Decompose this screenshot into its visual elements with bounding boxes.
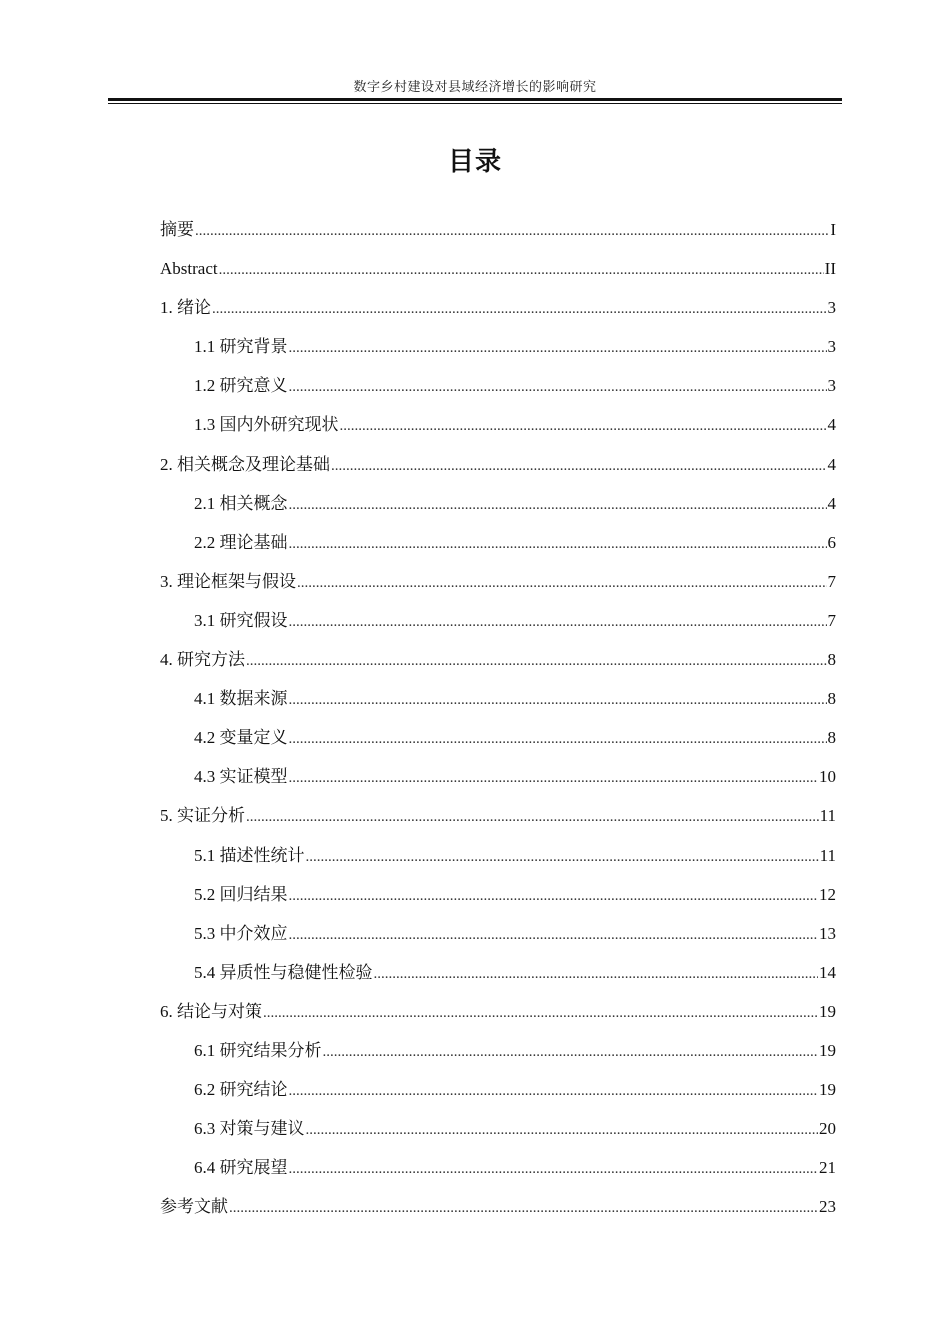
dot-leader (195, 213, 829, 249)
toc-entry[interactable] (160, 525, 836, 564)
toc-entry[interactable] (160, 447, 836, 486)
toc-entry-text: 4.2 变量定义 (194, 728, 288, 748)
toc-entry-text: 1.2 研究意义 (194, 376, 288, 396)
toc-entry[interactable] (160, 486, 836, 525)
toc-entry-text: Abstract (160, 259, 218, 279)
toc-entry-page: 14 (819, 962, 836, 982)
toc-entry-page: I (830, 220, 836, 239)
toc-entry-text: 2. 相关概念及理论基础 (160, 454, 330, 474)
dot-leader (229, 1190, 818, 1226)
dot-leader (374, 956, 819, 992)
dot-leader (246, 643, 827, 679)
dot-leader (289, 878, 819, 914)
toc-entry-page: 4 (827, 454, 836, 474)
toc-entry-page: 21 (819, 1158, 836, 1178)
toc-entry-text: 4. 研究方法 (160, 650, 245, 670)
dot-leader (289, 526, 827, 562)
toc-entry-text: 6. 结论与对策 (160, 1001, 262, 1021)
toc-entry-page: 8 (827, 650, 836, 670)
toc-entry-text: 2.1 相关概念 (194, 493, 288, 513)
toc-entry-page: 19 (819, 1080, 836, 1100)
toc-entry[interactable] (160, 564, 836, 603)
table-of-contents (160, 212, 836, 1228)
toc-entry-page: 3 (827, 298, 836, 318)
toc-entry-page: 7 (827, 571, 836, 591)
toc-entry[interactable] (160, 1111, 836, 1150)
toc-entry-text: 2.2 理论基础 (194, 532, 288, 552)
toc-entry-page: 11 (819, 806, 836, 826)
dot-leader (289, 917, 819, 953)
dot-leader (340, 408, 827, 444)
toc-entry[interactable] (160, 955, 836, 994)
dot-leader (289, 604, 827, 640)
header-double-rule (108, 98, 842, 104)
dot-leader (323, 1034, 819, 1070)
toc-entry-text: 6.4 研究展望 (194, 1158, 288, 1178)
toc-entry-text: 6.1 研究结果分析 (194, 1040, 322, 1060)
toc-entry[interactable] (160, 1189, 836, 1228)
toc-entry[interactable] (160, 329, 836, 368)
toc-entry-page: 7 (827, 610, 836, 630)
toc-entry-page: 19 (819, 1001, 836, 1021)
toc-entry-page: 4 (827, 415, 836, 435)
toc-entry-page: 6 (827, 532, 836, 552)
toc-entry-page: II (824, 259, 836, 279)
toc-entry-text: 4.3 实证模型 (194, 767, 288, 787)
toc-entry-text: 5. 实证分析 (160, 806, 245, 826)
toc-entry[interactable] (160, 368, 836, 407)
toc-entry[interactable] (160, 603, 836, 642)
toc-entry-text: 5.4 异质性与稳健性检验 (194, 962, 373, 982)
toc-entry-page: 8 (827, 728, 836, 748)
toc-entry-text: 6.2 研究结论 (194, 1080, 288, 1100)
header-rule-thick (108, 98, 842, 101)
toc-entry-text: 5.2 回归结果 (194, 884, 288, 904)
toc-entry[interactable] (160, 720, 836, 759)
toc-entry[interactable] (160, 642, 836, 681)
toc-title: 目录 (447, 147, 502, 177)
toc-entry-page: 4 (827, 493, 836, 513)
toc-entry[interactable] (160, 212, 836, 251)
toc-entry-page: 19 (819, 1040, 836, 1060)
toc-entry[interactable] (160, 994, 836, 1033)
toc-entry-text: 参考文献 (160, 1197, 228, 1217)
toc-entry-text: 5.3 中介效应 (194, 923, 288, 943)
dot-leader (219, 252, 824, 288)
toc-entry-text: 1. 绪论 (160, 298, 211, 318)
toc-entry[interactable] (160, 1072, 836, 1111)
toc-entry[interactable] (160, 838, 836, 877)
toc-entry[interactable] (160, 681, 836, 720)
toc-entry-page: 8 (827, 689, 836, 709)
dot-leader (289, 721, 827, 757)
toc-entry-page: 12 (819, 884, 836, 904)
toc-entry-page: 23 (819, 1197, 836, 1217)
toc-entry-text: 1.1 研究背景 (194, 337, 288, 357)
dot-leader (306, 1112, 819, 1148)
toc-entry-page: 20 (819, 1119, 836, 1139)
toc-entry-text: 1.3 国内外研究现状 (194, 415, 339, 435)
dot-leader (246, 799, 819, 835)
running-header: 数字乡村建设对县域经济增长的影响研究 (353, 79, 597, 94)
toc-entry[interactable] (160, 759, 836, 798)
dot-leader (289, 1151, 819, 1187)
toc-entry[interactable] (160, 877, 836, 916)
dot-leader (306, 839, 819, 875)
dot-leader (289, 1073, 819, 1109)
toc-entry-text: 3.1 研究假设 (194, 610, 288, 630)
header-rule-thin (108, 103, 842, 104)
toc-entry-page: 13 (819, 923, 836, 943)
toc-entry-text: 摘要 (160, 220, 194, 239)
toc-entry[interactable] (160, 407, 836, 446)
toc-entry[interactable] (160, 1150, 836, 1189)
dot-leader (212, 291, 827, 327)
dot-leader (331, 448, 827, 484)
toc-entry[interactable] (160, 798, 836, 837)
dot-leader (289, 760, 819, 796)
dot-leader (297, 565, 827, 601)
toc-entry-text: 3. 理论框架与假设 (160, 571, 296, 591)
toc-entry[interactable] (160, 1033, 836, 1072)
dot-leader (289, 682, 827, 718)
toc-entry-page: 11 (819, 845, 836, 865)
toc-entry-page: 3 (827, 376, 836, 396)
toc-entry-page: 10 (819, 767, 836, 787)
dot-leader (289, 369, 827, 405)
dot-leader (289, 330, 827, 366)
toc-entry-text: 4.1 数据来源 (194, 689, 288, 709)
toc-entry-text: 6.3 对策与建议 (194, 1119, 305, 1139)
toc-entry[interactable] (160, 290, 836, 329)
toc-entry[interactable] (160, 916, 836, 955)
dot-leader (263, 995, 818, 1031)
toc-entry[interactable] (160, 251, 836, 290)
toc-entry-page: 3 (827, 337, 836, 357)
dot-leader (289, 487, 827, 523)
toc-entry-text: 5.1 描述性统计 (194, 845, 305, 865)
